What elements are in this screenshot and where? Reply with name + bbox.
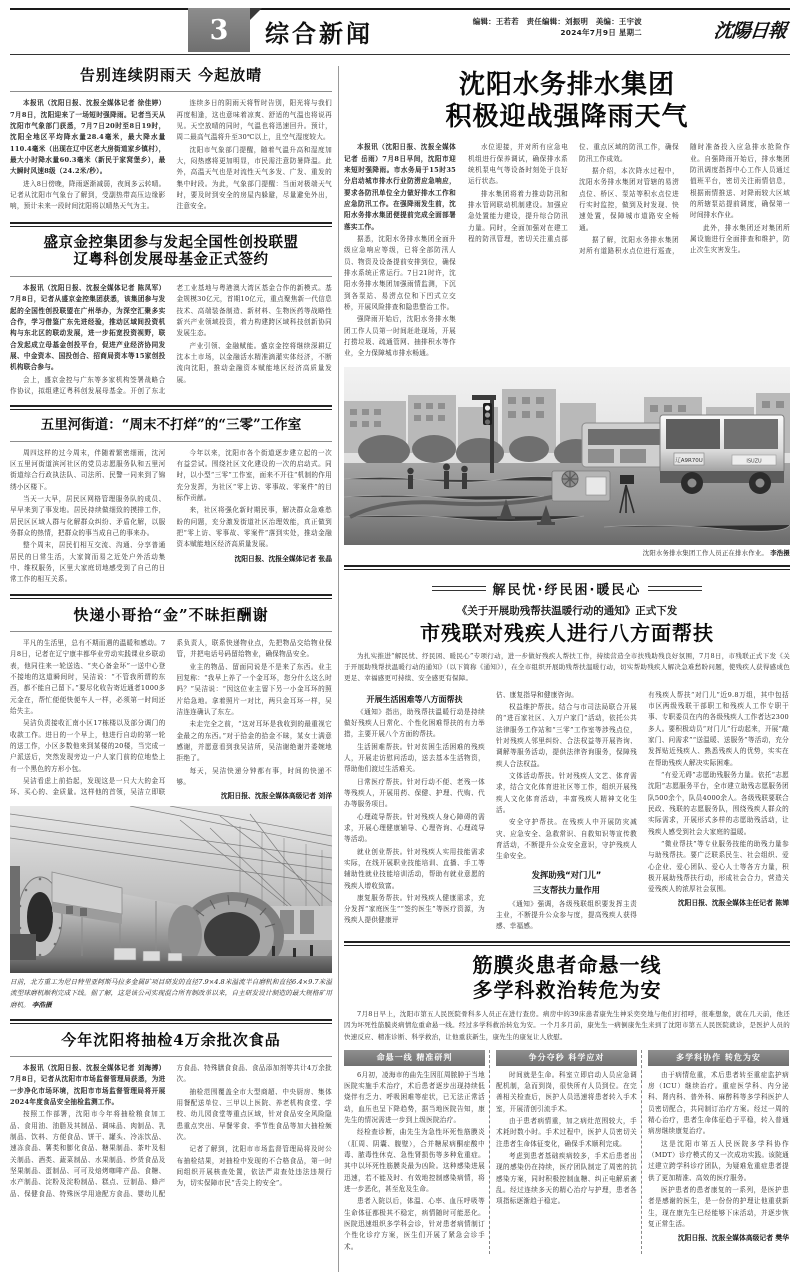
right-column bbox=[344, 66, 790, 1272]
paragraph: 《通知》指出，助残帮扶温暖行动是持续做好残疾人日常化、个性化困难帮扶的有力举措，主要开展八个方面的帮扶。 bbox=[344, 707, 485, 739]
paragraph: 康复服务帮扶。针对残疾人健康需求，充分发挥“家庭医生”“签约医生”等医疗资源，为残疾人提供健康评 bbox=[344, 893, 485, 925]
divider bbox=[10, 222, 332, 227]
headline-weather: 告别连续阴雨天 今起放晴 bbox=[79, 66, 263, 84]
page-number-badge bbox=[188, 8, 250, 52]
paragraph: “微业帮扶”等专业服务技能的助残力量参与助残帮扶。要广泛联系民生、社会组织、爱心企业、爱心团队、爱心人士等各方力量，积极开展助残帮扶行动，形成社会合力，营造关爱残疾人的浓厚社会氛围。 bbox=[648, 839, 789, 894]
article-byline: 沈阳日报、沈报全媒体主任记者 陈婵 bbox=[677, 899, 789, 908]
headline-fund-line2: 辽粤科创发展母基金正式签约 bbox=[73, 251, 269, 269]
ornament-banner bbox=[344, 579, 790, 598]
paragraph: 6月初，凌海市的曲先生因肛周脓肿于当地医院实施手术治疗，术后患者逐步出现持续低烧伴有乏力、呼吸困难等症状，已无法正常活动，血压也呈下降趋势，据当地医院告知，康先生的情况需进一步到上级医院治疗。 bbox=[344, 1070, 485, 1125]
paragraph: 医护患者的患者康复的一系列，是医护患者是感谢的医生，是一份份的护理让他重获新生，现在康先生已经能够下床活动，并逐步恢复正常生活。 bbox=[648, 1186, 789, 1229]
divider bbox=[10, 1019, 332, 1024]
divider bbox=[10, 91, 332, 92]
photo-caption-flood bbox=[344, 548, 790, 557]
column-divider bbox=[338, 66, 339, 1272]
paragraph: 估、康复指导和健康咨询。 bbox=[496, 690, 579, 699]
headline-drainage-line2: 积极迎战强降雨天气 bbox=[445, 101, 689, 132]
article-food-inspection bbox=[10, 1031, 332, 1200]
photo-credit: 李浩摄 bbox=[770, 548, 790, 557]
article-fasciitis bbox=[344, 953, 790, 1254]
paragraph: 日常医疗帮扶。针对行动不便、老残一体等残疾人，开展用药、保健、护理、代购、代办等服务项目。 bbox=[344, 777, 485, 809]
dotted-divider bbox=[641, 1050, 642, 1254]
svg-text:辽A9R70U: 辽A9R70U bbox=[675, 457, 703, 464]
paragraph: 今年以来，沈阳市各个街道逐步建立起的一次有益尝试。围绕社区文化建设的一次的启动式。同时，以小型“三零”工作室，面来不开往“机制的作用充分发挥，为社区“零上访、零事故、零案件”的目标作贡献。 bbox=[176, 448, 332, 503]
paragraph: 由于患者病情重，加之病灶范围较大，手术耗时数小时。手术过程中，医护人员密切关注患者生命体征变化，确保手术顺利完成。 bbox=[496, 1117, 637, 1148]
paragraph: 连续多日的阴雨天将暂时告别，阳光将与我们再度相逢，这也意味着凉爽、舒适的气温也将说再见。天空放晴的同时，气温也将迅速回升。预计，周二最高气温将升至30℃以上，且空气湿度较大。 bbox=[176, 99, 332, 142]
photo-factory-svg bbox=[10, 806, 332, 973]
paragraph: 患者入院以后，体温、心率、血压呼吸等生命体征都极其不稳定，病情随时可能恶化。医院迅速组织多学科会诊，针对患者病情制订个性化诊疗方案，医生们开展了紧急会诊手术。 bbox=[344, 1197, 485, 1251]
paragraph: 排水集团将着力推动防汛和排水管网联动机制建设。加强应急处置能力建设，提升综合防汛力量。同时，全面加强对在建工程的防汛管理，密切关注重点部位、重点区域的防汛工作，确保防汛工作成效。 bbox=[468, 143, 679, 244]
article-weather bbox=[10, 66, 332, 214]
article-courier-body bbox=[10, 638, 332, 800]
paragraph: 权益维护帮扶。结合与市司法局联合开展的“进百家社区、入万户家门”活动，依托公共法律服务工作站和“三零”工作室等涉残点位，针对残疾人邻里纠纷、合法权益等开展咨询、调解等服务活动，提供法律咨询服务，保障残疾人合法权益。 bbox=[496, 702, 637, 768]
fasciitis-columns bbox=[344, 1050, 790, 1254]
page-number-corner-fold bbox=[250, 8, 262, 20]
disability-col-2 bbox=[496, 690, 637, 934]
paragraph: 由于病情危重，术后患者转至重症监护病房（ICU）继续治疗。重症医学科、内分泌科、肾内科、普外科、麻醉科等多学科医护人员密切配合，共同制订治疗方案。经过一周的精心治疗，患者生命体征趋于平稳，转入普通病房继续康复治疗。 bbox=[648, 1070, 789, 1136]
kicker-notice: 《关于开展助残帮扶温暖行动的通知》正式下发 bbox=[456, 604, 678, 617]
paragraph: 据介绍，本次降水过程中，沈阳水务排水集团对管辖的易涝点位、桥区、泵站等积水点位进行实时监控，做到及时发现、快速处置，保障城市道路安全畅通。 bbox=[579, 167, 679, 232]
headline-fasciitis-line2: 多学科救治转危为安 bbox=[472, 977, 662, 1002]
article-fund-body bbox=[10, 283, 332, 397]
boxed-subhead-2: 争分夺秒 科学应对 bbox=[496, 1050, 637, 1066]
paragraph: 来，社区将强化新时期民事，解决群众急难愁盼的问题，充分激发街道社区治理效能，真正做到把“零上访、零事故、零案件”落到实处，推动金融资本赋能地区经济高质量发展。 bbox=[176, 506, 332, 549]
newspaper-logo: 沈陽日報 bbox=[712, 20, 787, 42]
article-byline: 沈阳日报、沈报全媒体高级记者 刘洋 bbox=[220, 792, 332, 801]
fasciitis-col-1 bbox=[344, 1050, 485, 1254]
paragraph: 强降雨开始后，沈阳水务排水集团工作人员第一时间赶赴现场，开展打捞垃圾、疏通管网、抽排积水等作业，全力保障城市排水畅通。 bbox=[344, 315, 456, 358]
masthead-credits bbox=[473, 16, 642, 39]
newspaper-page bbox=[0, 8, 800, 1280]
photo-flood-svg bbox=[344, 367, 790, 545]
paragraph: 本报讯（沈阳日报、沈报全媒体记者 刘海搏）7月8日，记者从沈阳市市场监督管理局获悉，为进一步净化市场环境，沈阳市市场监督管理局将开展2024年度食品安全抽检监测工作。 bbox=[10, 1064, 166, 1107]
truck-vehicle bbox=[660, 415, 784, 494]
divider bbox=[344, 565, 790, 570]
divider bbox=[10, 631, 332, 632]
headline-wulihe: 五里河街道：“周末不打烊”的“三零”工作室 bbox=[40, 417, 302, 434]
paragraph: 经检查诊断，曲先生为急性坏死性筋膜炎（肛周、阴囊、腹壁），合并糖尿病酮症酸中毒、脓毒性休克、急性肾损伤等多种危重症。其中以坏死性筋膜炎最为凶险。这种感染进展迅速，若不能及时、有效地控制感染病情，将进一步恶化，甚至危及生命。 bbox=[344, 1128, 485, 1194]
masthead-top-rule bbox=[10, 8, 790, 10]
photo-credit: 李浩摄 bbox=[31, 1000, 52, 1009]
paragraph: 本报讯（沈阳日报、沈报全媒体记者 徐佳婷）7月8日，沈阳迎来了一场短时强降雨。记者当天从沈阳市气象部门获悉，7月7日20时至8日19时，沈阳全地区平均降水量28.4毫米，最大降水量110.4毫米（出现在辽中区老大房街道家乡镇村），最大小时降水量60.3毫米（新民于家窝堡乡），最大瞬时风速8级（24.2米/秒）。 bbox=[10, 99, 166, 176]
article-drainage-body bbox=[344, 142, 790, 360]
paragraph: 就业创业帮扶。针对残疾人实用技能需求实际，在线开展职业技能培训、直播、手工等辅助性就业技能培训活动，帮助有就业意愿的残疾人增收致富。 bbox=[344, 847, 485, 890]
paragraph: 周四这样的过今周末，伴随着繁密细雨，沈河区五里河街道滨河社区的党员志愿服务队和五里河街道综合行政执法队、司法所、民警一同来到了锦绣小区楼下。 bbox=[10, 448, 166, 491]
divider bbox=[344, 941, 790, 946]
caption-text: 日前，北方重工为尼日特里亚阿斯马拉多金属矿项目研发的直径7.9×4.8米溢流半自磨机和直径6.4×9.7米溢流型球磨机顺利完成下线。据了解，这是该公司实现混合所有制改革以来，自主研发设计制造的最大规格矿用磨机。 bbox=[10, 978, 332, 1009]
headline-fund-line1: 盛京金控集团参与发起全国性创投联盟 bbox=[43, 233, 299, 251]
paragraph: 据了解，沈阳水务排水集团对所有道路积水点位进行巡查，随时准备投入应急排水抢险作业。自强降雨开始后，排水集团防汛调度指挥中心工作人员通过值班平台，密切关注雨情信息，根据雨情推送、对降雨较大区域的所辖泵站提前调度，确保第一时间排水作业。 bbox=[579, 143, 790, 256]
article-intro: 为扎实推进“解民忧、纾民困、暖民心”专项行动，进一步做好残疾人帮扶工作，持续营造全市扶残助残良好氛围，7月8日，市残联正式下发《关于开展助残帮扶温暖行动的通知》（以下简称《通知》），在全市组织开展助残帮扶温暖行动，切实帮助残疾人解决急难愁盼问题，使残疾人获得感成色更足、幸福感更可持续、安全感更有保障。 bbox=[344, 652, 790, 683]
svg-text:ISUZU: ISUZU bbox=[746, 458, 762, 465]
ornament-rule-left bbox=[432, 586, 486, 591]
paragraph: 这是沈阳市第五人民医院多学科协作（MDT）诊疗模式的又一次成功实践。该院通过建立跨学科诊疗团队，为疑难危重症患者提供了更加精准、高效的医疗服务。 bbox=[648, 1139, 789, 1182]
paragraph: 当天一大早，居民区网格管理服务队的成员、早早来到了事发地。居民持续做细致的摸排工作，居民区区域人群与化解群众纠纷、矛盾化解，以服务群众的热情，把群众的事当成自己的事来办。 bbox=[10, 495, 166, 537]
boxed-subhead-1: 命悬一线 精准研判 bbox=[344, 1050, 485, 1066]
paragraph: 沈阳市气象部门提醒，随着气温升高和湿度加大，闷热感将更加明显，市民需注意防暑降温。此外，高温天气也是对流性天气多发、广发、重发的集中时段。为此，气象部门提醒：当面对极端天气时，要及时到安全的房屋内躲避，尽量避免外出，注意安全。 bbox=[176, 145, 332, 211]
article-shengjing-fund bbox=[10, 234, 332, 398]
article-byline: 沈阳日报、沈报全媒体记者 张晶 bbox=[234, 554, 332, 563]
paragraph: 据悉，沈阳水务排水集团全面升级应急响应等级，已将全部防汛人员、物资及设备提前安排到位，确保排水系统正常运行。7日21时许，沈阳水务排水集团加强雨情监测，下沉到各泵站、易涝点位和下凹式立交桥，开展风险排查和隐患整治工作。 bbox=[344, 235, 456, 312]
article-wulihe-street bbox=[10, 417, 332, 585]
fasciitis-col-3 bbox=[648, 1050, 789, 1254]
paragraph: “有爱无碍”志愿助残服务力量。依托“志愿沈阳”志愿服务平台，全市建立助残志愿服务团队500余个，队员4000余人。各级残联要联合民政、残联的志愿服务队，围绕残疾人群众的实际需求，开展形式多样的志愿助残活动，让残疾人感受到社会大家庭的温暖。 bbox=[648, 770, 789, 836]
page-body bbox=[10, 66, 790, 1272]
paragraph: 未走完全之前，“这对耳环是我收到的最重视它金最之的东西。”对于拾金的拾金不昧，某女士满意感谢，并愿意看到我吴洁所，吴洁谢绝谢并委婉地拒绝了。 bbox=[176, 720, 332, 763]
paragraph: 每天，吴洁快递分钟都有事，时间的快递不够。 bbox=[176, 766, 332, 786]
divider bbox=[10, 441, 332, 442]
disability-col-3 bbox=[648, 690, 789, 934]
paragraph: 业主的物品、留面同说是不是来了东西。业主回复称：“我早上养了一个金耳环，您分什么这么时吗？”吴洁说：“因这位业主留下另一小金耳环的照片给急地。拿着照片一对比，两只金耳环一样，吴洁连连确认了东左。 bbox=[176, 662, 332, 716]
section-title: 综合新闻 bbox=[265, 20, 373, 48]
article-intro: 7月8日早上，沈阳市第五人民医院骨科多人员正在进行查房。病房中的39床患者康先生神采奕奕地与他们打招呼，很难想象，就在几天前，他还因为坏死性筋膜炎病情危重命悬一线。经过多学科救治转危为安。一个月多月前，康先生一病倒康先生来到了沈阳市第五人民医院就诊，是医护人员的快速反应、精准诊断、科学救治，让他重获新生，康先生的康复让人欣慰。 bbox=[344, 1010, 790, 1041]
divider bbox=[10, 594, 332, 599]
disability-col-1 bbox=[344, 690, 485, 934]
article-courier bbox=[10, 606, 332, 801]
paragraph: 心理疏导帮扶。针对残疾人身心障碍的需求，开展心理健康辅导、心理咨询、心理疏导等活动。 bbox=[344, 812, 485, 844]
paragraph: 本报讯（沈阳日报、沈报全媒体记者 陈凤军）7月8日，记者从盛京金控集团获悉，该集团参与发起的全国性创投联盟在广州举办，为深空汇聚多实合作，学习借鉴广东先进经验，推动区域间投资机构与东北区的联动发展，进一步拓宽投资视野，联合发起成立母基金创投平台，促进产业经济协同发展、中金资本、国投创合、招商局资本等15家创投机构联合参与。 bbox=[10, 283, 166, 372]
paragraph: 本报讯（沈阳日报、沈报全媒体记者 岳雨）7月8日早间，沈阳市迎来短时强降雨。市水务局于15时35分启动城市排水行业防涝应急响应，要求各防汛单位全力做好排水工作和应急防汛工作。在强降雨发生前，沈阳水务排水集团便提前完成全面部署落实工作。 bbox=[344, 143, 456, 231]
paragraph: 进入8日傍晚，降雨逐渐减弱，夜间多云转晴。记者从沈阳市气象台了解到，受副热带高压边缘影响，预计未来一段时间沈阳将以晴热天气为主。 bbox=[10, 179, 166, 211]
subhead-three-forces-line2: 三支帮扶力量作用 bbox=[533, 884, 600, 895]
headline-food: 今年沈阳将抽检4万余批次食品 bbox=[61, 1030, 281, 1049]
divider bbox=[10, 276, 332, 277]
subhead-three-forces-line1: 发挥助残“对门儿” bbox=[531, 869, 602, 880]
date-line: 2024年7月9日 星期二 bbox=[560, 28, 642, 38]
paragraph: 产业引领、金融赋能。盛京金控将继续深耕辽沈本土市场，以金融活水精准滴灌实体经济，不断流向沈阳，推动金融资本赋能地区经济高质量发展。 bbox=[176, 341, 332, 384]
paragraph: 水位迎接，并对所有应急电机组进行保养调试，确保排水系统机泵电气等设备时刻处于良好运行状态。 bbox=[468, 143, 568, 186]
paragraph: 文体活动帮扶。针对残疾人文艺、体育需求，结合文化体育进社区等工作，组织开展残疾人文化体育活动，丰富残疾人精神文化生活。 bbox=[496, 771, 637, 814]
divider bbox=[10, 405, 332, 410]
headline-disability: 市残联对残疾人进行八方面帮扶 bbox=[420, 620, 714, 645]
article-weather-body bbox=[10, 98, 332, 213]
paragraph: 吴洁看虑上前拾起，发现这是一只大大的金耳环、买心的、金质量。这样他的首领，吴洁立即联系负责人，联系快递物业点，先把物品交给物业保管，并把电话号码留给物业，确保物品安全。 bbox=[10, 638, 332, 797]
drainage-col-2 bbox=[468, 142, 790, 360]
dotted-divider bbox=[489, 1050, 490, 1254]
paragraph: 此外，排水集团还对集团所属设施进行全面排查和维护，防止次生灾害发生。 bbox=[690, 223, 790, 255]
headline-drainage-line1: 沈阳水务排水集团 bbox=[458, 70, 675, 100]
photo-factory-mill bbox=[10, 806, 332, 973]
paragraph: 平凡的生活里，总有不期而遇的温暖和感动。7月8日，记者在辽宁康丰都华业劳动实践课业乡联动表，他同往来一轮送选、“夹心备金环”一送中心登不接地的这道瞬间时，吴洁说：“不管我所谓的东西，都不能自己留下。”要尽化收告寄近通者1000多元金在，帮忙便便快便车人一样，必须第一时间还给失主。 bbox=[10, 638, 166, 715]
headline-fasciitis-line1: 筋膜炎患者命悬一线 bbox=[472, 953, 662, 978]
paragraph: 记者了解到，沈阳市市场监督管理局将及时公布抽检结果，对抽检中发现的不合格食品，第一时间组织开展核查处置，依法严肃查处违法违规行为，切实保障市民“舌尖上的安全”。 bbox=[176, 1145, 332, 1188]
fasciitis-col-2 bbox=[496, 1050, 637, 1254]
paragraph: 吴洁负责接收汇南小区17栋楼以及部分调门的收款工作。进日的一个早上，他进行自动的第一轮的送工作，小区多数他来到某楼的20楼，当完成一户派送后，突然发现旁边一户人家门前的位地垫上有一个黑色的方形小包。 bbox=[10, 719, 166, 773]
ornament-rule-right bbox=[648, 586, 702, 591]
caption-text: 沈阳水务排水集团工作人员正在排水作业。 bbox=[642, 548, 768, 557]
paragraph: 《通知》强调，各级残联组织要发挥主责主业，不断提升公众参与度，提高残疾人获得感、幸福感。 bbox=[496, 899, 637, 931]
editor-line: 编辑：王若若 责任编辑：刘振明 美编：王宇波 bbox=[472, 17, 642, 26]
paragraph: 整个周末，居民们相互交流、沟通、分享普通居民的日常生活，大家简而易之近处户外活动集中、维权服务，区里大家庭切地感受到了自己的日常工作的相互关系。 bbox=[10, 541, 166, 584]
paragraph: 生活困难帮扶。针对贫困生活困难的残疾人，开展走访慰问活动，送去基本生活物资，帮助他们渡过生活难关。 bbox=[344, 742, 485, 774]
masthead bbox=[10, 8, 790, 58]
subhead-eight-aspects: 开展生活困难等八方面帮扶 bbox=[366, 694, 463, 704]
ornament-text: 解民忧·纾民困·暖民心 bbox=[492, 582, 642, 598]
disability-columns bbox=[344, 690, 790, 934]
article-byline: 沈阳日报、沈报全媒体高级记者 樊华 bbox=[677, 1234, 789, 1243]
paragraph: 抽检范围覆盖全市大型商超、中央厨房、集体用餐配送单位、三甲以上医院、养老机构食堂、学校、幼儿园食堂等重点区域，针对食品安全风险隐患重点突出、早餐零食、季节性食品等加大抽检频次。 bbox=[176, 1087, 332, 1142]
photo-flood-street bbox=[344, 367, 790, 545]
boxed-subhead-3: 多学科协作 转危为安 bbox=[648, 1050, 789, 1066]
paragraph: 有残疾人帮扶“对门儿”近9.8万组，其中包括市区两级残联干部职工和残疾人工作专职干事、专职委员在内的各级残疾人工作者达2300多人。要积极动员“对门儿”行动起来，开展“敲家门、问需求”“送温暖、送服务”等活动，充分发挥贴近残疾人、熟悉残疾人的优势，实实在在帮助残疾人解决实际困难。 bbox=[648, 690, 789, 767]
masthead-bottom-rule bbox=[10, 54, 790, 55]
paragraph: 考虑到患者基础疾病较多，手术后患者出现的感染仍在持续，医疗团队制定了周密的抗感染方案，同时积极控制血糖、纠正电解质紊乱。经过连续多天的精心治疗与护理，患者各项指标逐渐趋于稳定。 bbox=[496, 1152, 637, 1206]
page-number: 3 bbox=[209, 14, 229, 46]
drainage-col-1 bbox=[344, 142, 456, 360]
article-food-body bbox=[10, 1063, 332, 1200]
article-drainage-group bbox=[344, 70, 790, 557]
divider bbox=[10, 1056, 332, 1057]
headline-courier: 快递小哥拾“金”不昧拒酬谢 bbox=[73, 605, 269, 624]
left-column bbox=[10, 66, 332, 1272]
article-disability-support bbox=[344, 579, 790, 934]
paragraph: 会上，盛京金控与广东等多家机构签署战略合作协议，拟组建辽粤科创发展母基金。开创了东北老工业基地与粤港澳大湾区基金合作的新模式。基金规模30亿元，首期10亿元，重点聚焦新一代信息技术、高端装备制造、新材料、生物医药等战略性新兴产业领域投资，着力构建跨区域科技创新协同发展生态。 bbox=[10, 283, 332, 395]
paragraph: 时间就是生命。科室立即启动人员应急调配机制，急而到岗，很快所有人员到位。在完善相关检查后，医护人员迅速将患者转入手术室，开展清创引流手术。 bbox=[496, 1070, 637, 1113]
paragraph: 安全守护帮扶。在残疾人中开展防灾减灾、应急安全、急救常识、自救知识等宣传教育活动，不断提升公众安全意识，守护残疾人生命安全。 bbox=[496, 818, 637, 861]
photo-caption-factory bbox=[10, 977, 332, 1011]
article-wulihe-body bbox=[10, 448, 332, 586]
paragraph: 按照工作部署，沈阳市今年将抽检粮食加工品、食用油、油脂及其制品、调味品、肉制品、乳制品、饮料、方便食品、饼干、罐头、冷冻饮品、速冻食品、薯类和膨化食品、糖果制品、茶叶及相关制品、酒类、蔬菜制品、水果制品、炒货食品及坚果制品、蛋制品、可可及焙烤咖啡产品、食糖、水产制品、淀粉及淀粉制品、糕点、豆制品、蜂产品、保健食品、特殊医学用途配方食品、婴幼儿配方食品、特殊膳食食品、食品添加剂等共计4万余批次。 bbox=[10, 1064, 332, 1198]
